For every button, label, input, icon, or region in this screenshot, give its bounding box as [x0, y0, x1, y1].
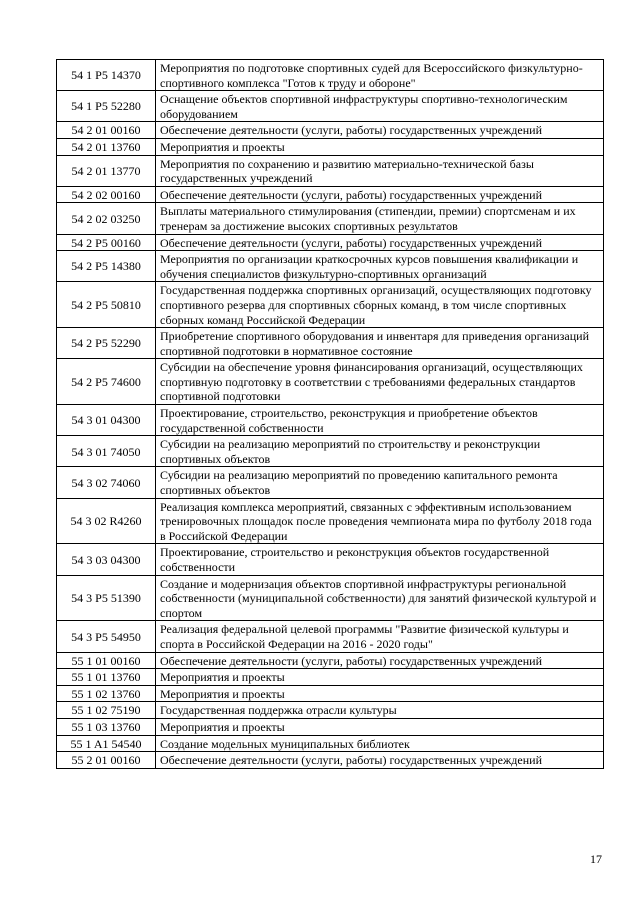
budget-code-cell: 54 2 02 00160 [57, 186, 156, 203]
table-row [57, 405, 604, 436]
table-row [57, 234, 604, 251]
expense-name-cell: Создание и модернизация объектов спортивной инфраструктуры региональной собственности (муниципальной собственности) для занятий физической культурой и спортом [156, 575, 604, 621]
table-row [57, 652, 604, 669]
table-row [57, 186, 604, 203]
budget-code-cell: 55 1 01 00160 [57, 652, 156, 669]
table-row [57, 467, 604, 498]
table-row [57, 155, 604, 186]
expense-name-cell: Субсидии на реализацию мероприятий по проведению капитального ремонта спортивных объектов [156, 467, 604, 498]
budget-code-cell: 55 1 A1 54540 [57, 735, 156, 752]
table-row [57, 685, 604, 702]
expense-name-cell: Обеспечение деятельности (услуги, работы) государственных учреждений [156, 186, 604, 203]
expense-name-cell: Мероприятия и проекты [156, 718, 604, 735]
table-row [57, 203, 604, 234]
expense-name-cell: Мероприятия по подготовке спортивных судей для Всероссийского физкультурно-спортивного комплекса "Готов к труду и обороне" [156, 60, 604, 91]
expense-name-cell: Проектирование, строительство и реконструкция объектов государственной собственности [156, 544, 604, 575]
expense-name-cell: Обеспечение деятельности (услуги, работы) государственных учреждений [156, 234, 604, 251]
expense-name-cell: Государственная поддержка отрасли культуры [156, 702, 604, 719]
budget-codes-table [56, 59, 604, 769]
table-row [57, 282, 604, 328]
expense-name-cell: Мероприятия и проекты [156, 685, 604, 702]
expense-name-cell: Мероприятия и проекты [156, 669, 604, 686]
table-row [57, 752, 604, 769]
budget-code-cell: 54 2 P5 14380 [57, 251, 156, 282]
budget-code-cell: 54 3 01 04300 [57, 405, 156, 436]
table-row [57, 621, 604, 652]
expense-name-cell: Государственная поддержка спортивных организаций, осуществляющих подготовку спортивного резерва для спортивных сборных команд, в том числе спортивных сборных команд Российской Федерации [156, 282, 604, 328]
budget-code-cell: 54 2 P5 00160 [57, 234, 156, 251]
expense-name-cell: Оснащение объектов спортивной инфраструктуры спортивно-технологическим оборудованием [156, 91, 604, 122]
expense-name-cell: Приобретение спортивного оборудования и инвентаря для приведения организаций спортивной подготовки в нормативное состояние [156, 328, 604, 359]
budget-code-cell: 54 1 P5 14370 [57, 60, 156, 91]
expense-name-cell: Мероприятия и проекты [156, 138, 604, 155]
budget-code-cell: 54 2 P5 74600 [57, 359, 156, 405]
budget-code-cell: 54 3 01 74050 [57, 436, 156, 467]
table-row [57, 702, 604, 719]
budget-code-cell: 54 3 P5 51390 [57, 575, 156, 621]
expense-name-cell: Обеспечение деятельности (услуги, работы) государственных учреждений [156, 122, 604, 139]
budget-code-cell: 54 2 P5 50810 [57, 282, 156, 328]
budget-code-cell: 55 2 01 00160 [57, 752, 156, 769]
table-body [57, 60, 604, 769]
table-row [57, 138, 604, 155]
budget-code-cell: 54 3 P5 54950 [57, 621, 156, 652]
expense-name-cell: Проектирование, строительство, реконструкция и приобретение объектов государственной собственности [156, 405, 604, 436]
expense-name-cell: Обеспечение деятельности (услуги, работы) государственных учреждений [156, 752, 604, 769]
table-row [57, 436, 604, 467]
expense-name-cell: Реализация комплекса мероприятий, связанных с эффективным использованием тренировочных площадок после проведения чемпионата мира по футболу 2018 года в Российской Федерации [156, 498, 604, 544]
table-row [57, 498, 604, 544]
budget-code-cell: 54 2 01 00160 [57, 122, 156, 139]
budget-code-cell: 54 3 02 74060 [57, 467, 156, 498]
table-row [57, 544, 604, 575]
table-row [57, 60, 604, 91]
budget-code-cell: 54 3 03 04300 [57, 544, 156, 575]
budget-code-cell: 54 3 02 R4260 [57, 498, 156, 544]
budget-code-cell: 54 2 02 03250 [57, 203, 156, 234]
budget-code-cell: 55 1 01 13760 [57, 669, 156, 686]
table-row [57, 359, 604, 405]
expense-name-cell: Обеспечение деятельности (услуги, работы) государственных учреждений [156, 652, 604, 669]
table-row [57, 122, 604, 139]
table-row [57, 251, 604, 282]
budget-code-cell: 54 1 P5 52280 [57, 91, 156, 122]
table-row [57, 718, 604, 735]
budget-code-cell: 54 2 P5 52290 [57, 328, 156, 359]
budget-code-cell: 55 1 02 13760 [57, 685, 156, 702]
table-row [57, 328, 604, 359]
expense-name-cell: Создание модельных муниципальных библиотек [156, 735, 604, 752]
expense-name-cell: Мероприятия по организации краткосрочных курсов повышения квалификации и обучения специалистов физкультурно-спортивных организаций [156, 251, 604, 282]
table-row [57, 735, 604, 752]
expense-name-cell: Мероприятия по сохранению и развитию материально-технической базы государственных учреждений [156, 155, 604, 186]
table-row [57, 575, 604, 621]
expense-name-cell: Выплаты материального стимулирования (стипендии, премии) спортсменам и их тренерам за достижение высоких спортивных результатов [156, 203, 604, 234]
table-row [57, 91, 604, 122]
expense-name-cell: Субсидии на обеспечение уровня финансирования организаций, осуществляющих спортивную подготовку в соответствии с требованиями федеральных стандартов спортивной подготовки [156, 359, 604, 405]
budget-code-cell: 55 1 03 13760 [57, 718, 156, 735]
expense-name-cell: Реализация федеральной целевой программы "Развитие физической культуры и спорта в Российской Федерации на 2016 - 2020 годы" [156, 621, 604, 652]
page-number: 17 [590, 852, 602, 866]
budget-code-cell: 54 2 01 13760 [57, 138, 156, 155]
table-row [57, 669, 604, 686]
budget-code-cell: 55 1 02 75190 [57, 702, 156, 719]
expense-name-cell: Субсидии на реализацию мероприятий по строительству и реконструкции спортивных объектов [156, 436, 604, 467]
budget-code-cell: 54 2 01 13770 [57, 155, 156, 186]
